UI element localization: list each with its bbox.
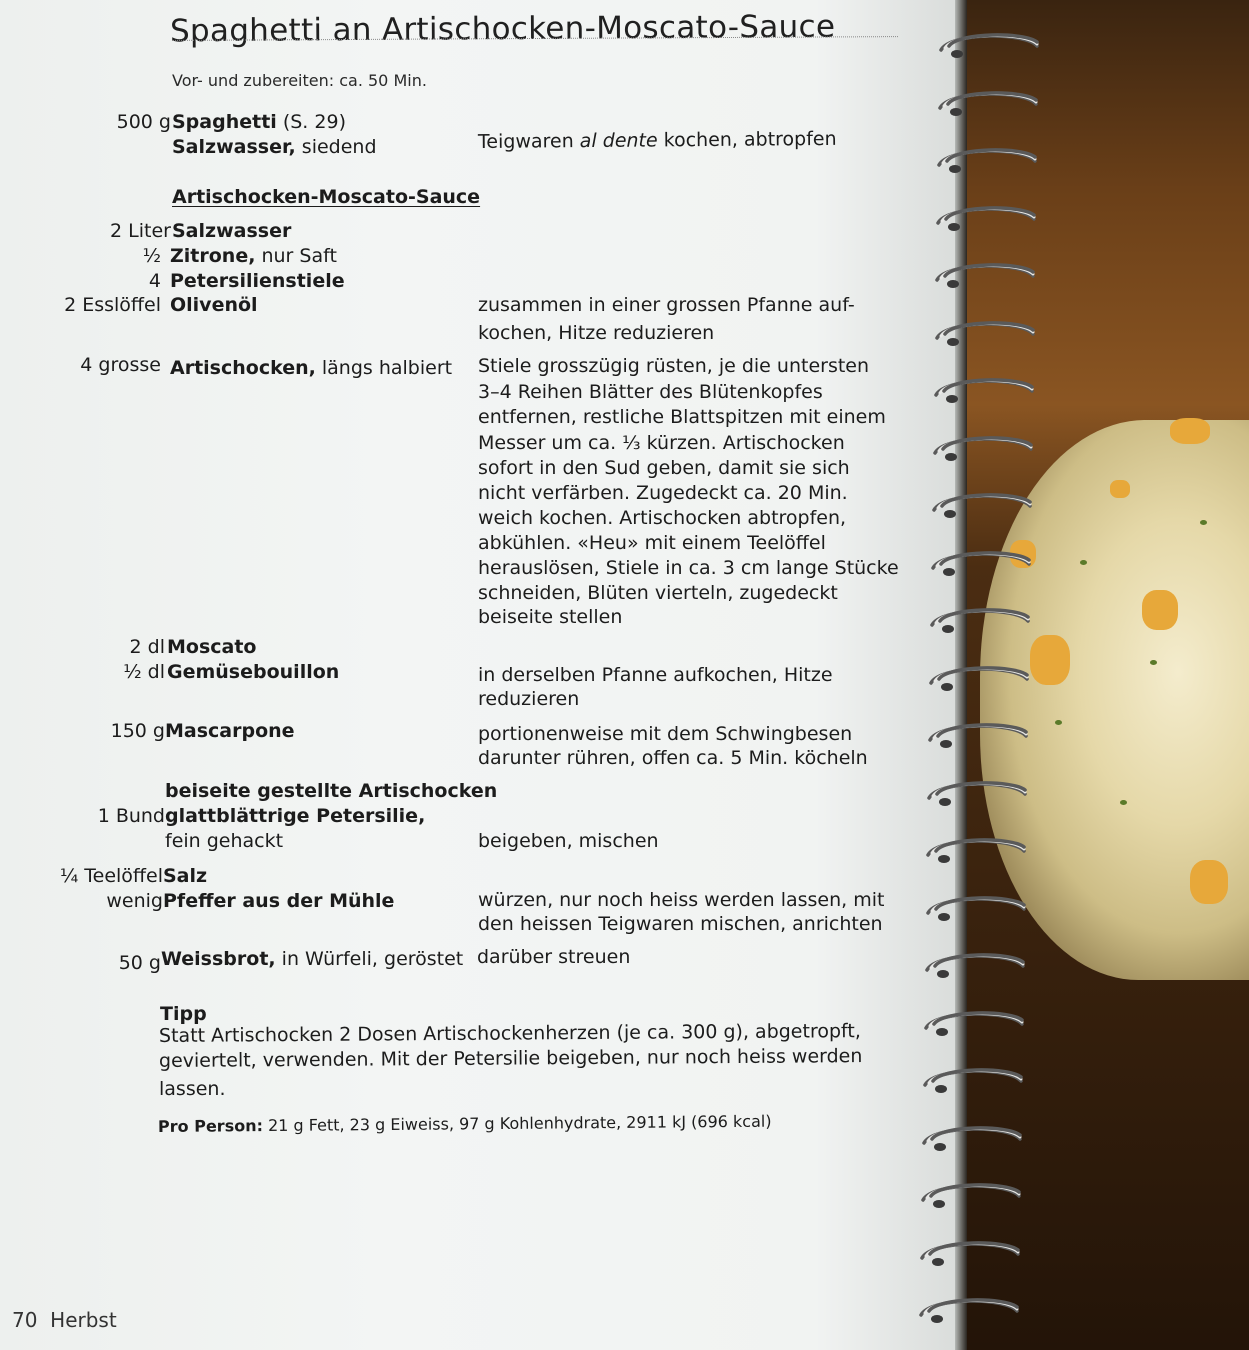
- ingredient-qty: ½: [142, 245, 161, 267]
- instruction: Stiele grosszügig rüsten, je die untersten: [478, 355, 870, 377]
- ingredient-name: [161, 947, 463, 972]
- ingredient-qty: 2 Liter: [110, 220, 171, 242]
- ingredient-name: [167, 660, 339, 685]
- tip-text: lassen.: [159, 1078, 226, 1100]
- ingredient-item: Salzwasser: [172, 220, 292, 242]
- ingredient-item: Moscato: [167, 636, 257, 658]
- ingredient-qty: 4 grosse: [80, 354, 161, 376]
- binding-ring: [926, 490, 1038, 526]
- instruction-text: kochen, abtropfen: [657, 127, 837, 152]
- crumb: [1190, 860, 1228, 904]
- instruction: Messer um ca. ⅓ kürzen. Artischocken: [478, 432, 845, 454]
- binding-ring: [932, 88, 1044, 124]
- nutrition-label: Pro Person:: [157, 1116, 264, 1136]
- ingredient-item: Olivenöl: [170, 294, 258, 316]
- ingredient-item: Artischocken,: [170, 357, 316, 379]
- instruction: darüber streuen: [477, 946, 631, 968]
- tip-text: geviertelt, verwenden. Mit der Petersilie beigeben, nur noch heiss werden: [158, 1045, 863, 1072]
- ingredient-name: [170, 293, 258, 318]
- spiral-binding: [905, 0, 1065, 1350]
- nutrition-info: [158, 1109, 772, 1139]
- ingredient-note: siedend: [295, 136, 377, 158]
- ingredient-name: [170, 269, 345, 294]
- ingredient-qty: 2 Esslöffel: [64, 294, 161, 316]
- instruction: den heissen Teigwaren mischen, anrichten: [478, 913, 883, 935]
- section-name: Herbst: [50, 1308, 117, 1332]
- ingredient-qty: 50 g: [118, 952, 161, 974]
- binding-ring: [920, 893, 1032, 929]
- ingredient-item: glattblättrige Petersilie,: [165, 805, 426, 827]
- ingredient-item: Spaghetti: [172, 111, 277, 133]
- tip-text: Statt Artischocken 2 Dosen Artischockenherzen (je ca. 300 g), abgetropft,: [158, 1020, 861, 1047]
- instruction: schneiden, Blüten vierteln, zugedeckt: [478, 582, 838, 604]
- herb: [1150, 660, 1157, 665]
- crumb: [1170, 418, 1210, 444]
- ingredient-item: Petersilienstiele: [170, 270, 345, 292]
- ingredient-item: Salz: [163, 865, 208, 887]
- ingredient-item: Zitrone,: [170, 245, 256, 267]
- instruction: würzen, nur noch heiss werden lassen, mit: [478, 889, 885, 911]
- ingredient-name: [170, 244, 337, 269]
- tip-title: Tipp: [160, 1003, 207, 1025]
- binding-ring: [921, 778, 1033, 814]
- binding-ring: [930, 203, 1042, 239]
- instruction: entfernen, restliche Blattspitzen mit einem: [478, 406, 886, 428]
- ingredient-note: fein gehackt: [165, 830, 284, 852]
- binding-ring: [918, 1008, 1030, 1044]
- instruction: [478, 127, 837, 155]
- instruction: in derselben Pfanne aufkochen, Hitze: [478, 664, 833, 686]
- ingredient-note: nur Saft: [255, 245, 337, 267]
- binding-ring: [913, 1295, 1025, 1331]
- instruction: reduzieren: [478, 688, 580, 710]
- ingredient-name: [172, 110, 346, 135]
- crumb: [1110, 480, 1130, 498]
- ingredient-note: längs halbiert: [315, 357, 453, 379]
- recipe-title: Spaghetti an Artischocken-Moscato-Sauce: [169, 8, 836, 50]
- instruction: beiseite stellen: [478, 606, 623, 628]
- binding-ring: [925, 548, 1037, 584]
- section-heading: Artischocken-Moscato-Sauce: [172, 186, 481, 208]
- ingredient-item: Pfeffer aus der Mühle: [163, 890, 395, 912]
- instruction-italic: al dente: [579, 129, 658, 153]
- ingredient-name: [172, 135, 377, 160]
- instruction: zusammen in einer grossen Pfanne auf-: [478, 294, 855, 316]
- binding-ring: [927, 433, 1039, 469]
- herb: [1120, 800, 1127, 805]
- ingredient-name: [165, 719, 295, 744]
- binding-ring: [929, 318, 1041, 354]
- binding-ring: [923, 663, 1035, 699]
- instruction: kochen, Hitze reduzieren: [478, 322, 715, 344]
- ingredient-qty: wenig: [106, 890, 163, 912]
- ingredient-item: Weissbrot,: [161, 948, 276, 970]
- instruction: weich kochen. Artischocken abtropfen,: [478, 507, 847, 529]
- instruction-text: Teigwaren: [477, 130, 580, 153]
- ingredient-name: [172, 219, 291, 244]
- ingredient-note: (S. 29): [276, 111, 346, 133]
- crumb: [1142, 590, 1178, 630]
- herb: [1080, 560, 1087, 565]
- binding-ring: [928, 375, 1040, 411]
- ingredient-qty: ¼ Teelöffel: [59, 865, 163, 887]
- instruction: 3–4 Reihen Blätter des Blütenkopfes: [478, 381, 823, 403]
- binding-ring: [919, 950, 1031, 986]
- ingredient-item: Salzwasser,: [172, 136, 296, 158]
- ingredient-qty: 1 Bund: [97, 805, 165, 827]
- ingredient-qty: 150 g: [110, 720, 165, 742]
- instruction: herauslösen, Stiele in ca. 3 cm lange Stücke: [478, 557, 899, 579]
- ingredient-qty: 4: [148, 270, 161, 292]
- ingredient-note: in Würfeli, geröstet: [275, 948, 464, 970]
- ingredient-name: [167, 635, 257, 660]
- binding-ring: [931, 145, 1043, 181]
- ingredient-item: beiseite gestellte Artischocken: [165, 780, 498, 802]
- binding-ring: [916, 1123, 1028, 1159]
- binding-ring: [917, 1065, 1029, 1101]
- instruction: portionenweise mit dem Schwingbesen: [478, 723, 853, 745]
- binding-ring: [914, 1238, 1026, 1274]
- ingredient-item: Mascarpone: [165, 720, 295, 742]
- instruction: beigeben, mischen: [478, 830, 659, 852]
- instruction: darunter rühren, offen ca. 5 Min. köcheln: [478, 747, 868, 769]
- instruction: sofort in den Sud geben, damit sie sich: [478, 457, 850, 479]
- ingredient-qty: ½ dl: [123, 661, 165, 683]
- herb: [1200, 520, 1207, 525]
- prep-time: Vor- und zubereiten: ca. 50 Min.: [172, 71, 427, 90]
- ingredient-item: Gemüsebouillon: [167, 661, 340, 683]
- ingredient-qty: 2 dl: [129, 636, 165, 658]
- page-number: 70: [12, 1308, 38, 1332]
- binding-ring: [933, 30, 1045, 66]
- instruction: abkühlen. «Heu» mit einem Teelöffel: [478, 532, 826, 554]
- ingredient-name: [170, 356, 452, 381]
- page-footer: [12, 1308, 117, 1333]
- instruction: nicht verfärben. Zugedeckt ca. 20 Min.: [478, 482, 848, 504]
- binding-ring: [924, 605, 1036, 641]
- binding-ring: [915, 1180, 1027, 1216]
- binding-ring: [920, 835, 1032, 871]
- nutrition-values: 21 g Fett, 23 g Eiweiss, 97 g Kohlenhydrate, 2911 kJ (696 kcal): [262, 1111, 772, 1136]
- ingredient-qty: 500 g: [116, 111, 171, 133]
- binding-ring: [922, 720, 1034, 756]
- binding-ring: [929, 260, 1041, 296]
